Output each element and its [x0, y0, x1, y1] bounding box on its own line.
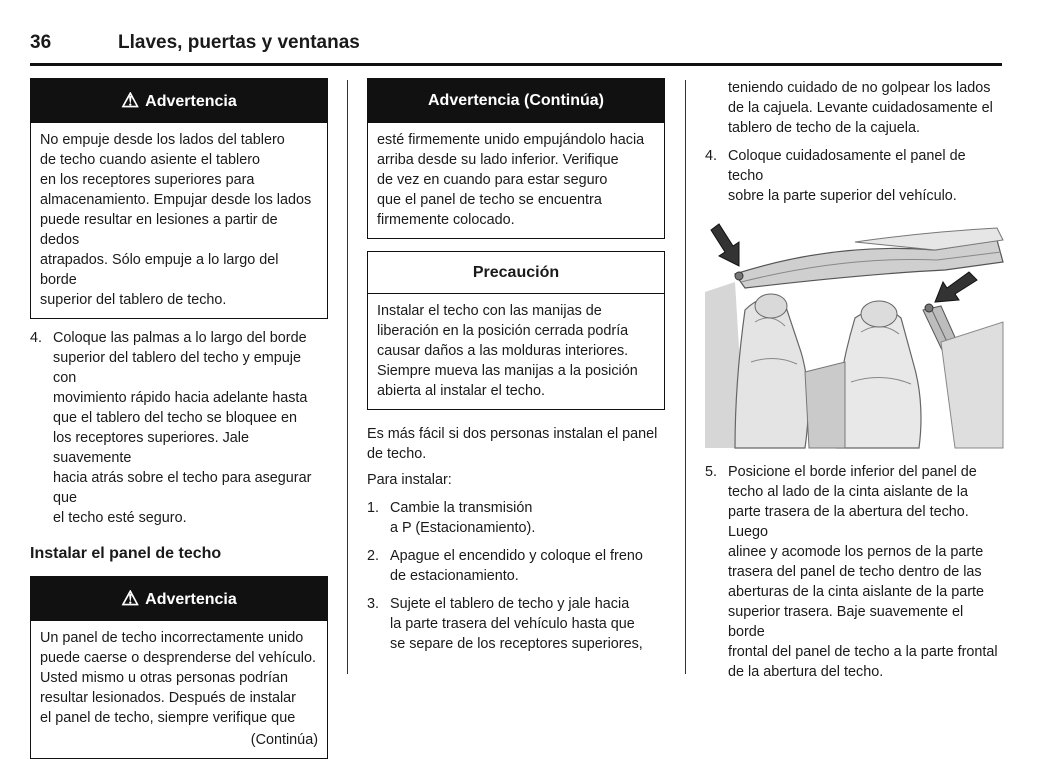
step-3 [367, 594, 665, 654]
step-number: 4. [705, 148, 718, 164]
step-number: 4. [30, 330, 43, 346]
step-line: sobre la parte superior del vehículo. [728, 188, 957, 204]
caution-body [368, 294, 664, 409]
caution-box [367, 251, 665, 410]
step-line: Coloque las palmas a lo largo del borde [53, 330, 307, 346]
step-line: los receptores superiores. Jale suavemente [53, 430, 249, 466]
warning-header [31, 577, 327, 621]
paragraph-line: teniendo cuidado de no golpear los lados [728, 80, 991, 96]
warning-triangle-icon: ⚠ [121, 588, 140, 610]
step-line: superior del tablero del techo y empuje con [53, 350, 301, 386]
step-line: de la abertura del techo. [728, 664, 884, 680]
step-number: 5. [705, 464, 718, 480]
warning-body [368, 123, 664, 238]
step-line: a P (Estacionamiento). [390, 520, 536, 536]
step-line: techo al lado de la cinta aislante de la [728, 484, 969, 500]
warning-title: Advertencia [145, 93, 237, 110]
warning-line: firmemente colocado. [377, 212, 515, 228]
caution-line: liberación en la posición cerrada podría [377, 323, 629, 339]
step-line: aberturas de la cinta aislante de la parte [728, 584, 984, 600]
warning-body [31, 123, 327, 318]
warning-line: puede caerse o desprenderse del vehículo. [40, 650, 317, 666]
caution-line: Instalar el techo con las manijas de [377, 303, 602, 319]
step-line: hacia atrás sobre el techo para asegurar que [53, 470, 312, 506]
warning-line: de techo cuando asiente el tablero [40, 152, 261, 168]
continued-paragraph [705, 78, 1003, 138]
warning-line: arriba desde su lado inferior. Verifique [377, 152, 619, 168]
page-header [30, 30, 1002, 66]
step-line: parte trasera de la abertura del techo. Luego [728, 504, 969, 540]
paragraph-line: Es más fácil si dos personas instalan el panel [367, 426, 658, 442]
warning-line: Usted mismo u otras personas podrían [40, 670, 288, 686]
paragraph-line: de la cajuela. Levante cuidadosamente el [728, 100, 993, 116]
warning-line: el panel de techo, siempre verifique que [40, 710, 296, 726]
warning-line: en los receptores superiores para [40, 172, 255, 188]
step-line: de estacionamiento. [390, 568, 519, 584]
warning-line: No empuje desde los lados del tablero [40, 132, 285, 148]
warning-box [367, 78, 665, 239]
warning-line: que el panel de techo se encuentra [377, 192, 602, 208]
step-line: Sujete el tablero de techo y jale hacia [390, 596, 630, 612]
step-line: alinee y acomode los pernos de la parte [728, 544, 984, 560]
step-line: superior trasera. Baje suavemente el borde [728, 604, 964, 640]
step-number: 3. [367, 596, 380, 612]
warning-line: esté firmemente unido empujándolo hacia [377, 132, 645, 148]
warning-line: atrapados. Sólo empuje a lo largo del borde [40, 252, 279, 288]
column-divider [685, 80, 686, 674]
roof-panel-illustration [705, 222, 1003, 448]
warning-header: Advertencia (Continúa) [368, 79, 664, 123]
warning-triangle-icon: ⚠ [121, 90, 140, 112]
section-title: Llaves, puertas y ventanas [118, 32, 360, 53]
warning-title: Advertencia [145, 591, 237, 608]
step-line: la parte trasera del vehículo hasta que [390, 616, 635, 632]
step-line: Cambie la transmisión [390, 500, 533, 516]
paragraph-line: tablero de techo de la cajuela. [728, 120, 921, 136]
warning-header [31, 79, 327, 123]
warning-line: de vez en cuando para estar seguro [377, 172, 608, 188]
warning-line: Un panel de techo incorrectamente unido [40, 630, 304, 646]
continued-label: (Continúa) [250, 732, 318, 748]
caution-header: Precaución [368, 252, 664, 294]
column-divider [347, 80, 348, 674]
warning-line: almacenamiento. Empujar desde los lados [40, 192, 312, 208]
step-1 [367, 498, 665, 538]
step-number: 1. [367, 500, 380, 516]
subheading: Instalar el panel de techo [30, 545, 222, 562]
warning-line: resultar lesionados. Después de instalar [40, 690, 296, 706]
warning-body [31, 621, 327, 758]
step-4 [705, 146, 1003, 206]
warning-line: puede resultar en lesiones a partir de dedos [40, 212, 278, 248]
step-line: se separe de los receptores superiores, [390, 636, 643, 652]
step-line: Coloque cuidadosamente el panel de techo [728, 148, 966, 184]
caution-line: causar daños a las molduras interiores. [377, 343, 629, 359]
to-install-label: Para instalar: [367, 472, 452, 488]
warning-box [30, 78, 328, 319]
caution-line: abierta al instalar el techo. [377, 383, 545, 399]
caution-line: Siempre mueva las manijas a la posición [377, 363, 638, 379]
step-line: el techo esté seguro. [53, 510, 187, 526]
page-number: 36 [30, 32, 52, 53]
intro-paragraph [367, 424, 665, 464]
step-line: trasera del panel de techo dentro de las [728, 564, 982, 580]
step-line: que el tablero del techo se bloquee en [53, 410, 298, 426]
column-1 [30, 78, 328, 759]
step-4 [30, 328, 328, 528]
warning-line: superior del tablero de techo. [40, 292, 227, 308]
paragraph-line: de techo. [367, 446, 427, 462]
car-interior-drawing [705, 222, 1003, 448]
step-line: frontal del panel de techo a la parte frontal [728, 644, 998, 660]
step-line: movimiento rápido hacia adelante hasta [53, 390, 308, 406]
warning-box [30, 576, 328, 759]
step-2 [367, 546, 665, 586]
column-2 [367, 78, 665, 654]
step-5 [705, 462, 1003, 682]
column-3 [705, 78, 1003, 682]
step-line: Posicione el borde inferior del panel de [728, 464, 977, 480]
step-line: Apague el encendido y coloque el freno [390, 548, 643, 564]
step-number: 2. [367, 548, 380, 564]
